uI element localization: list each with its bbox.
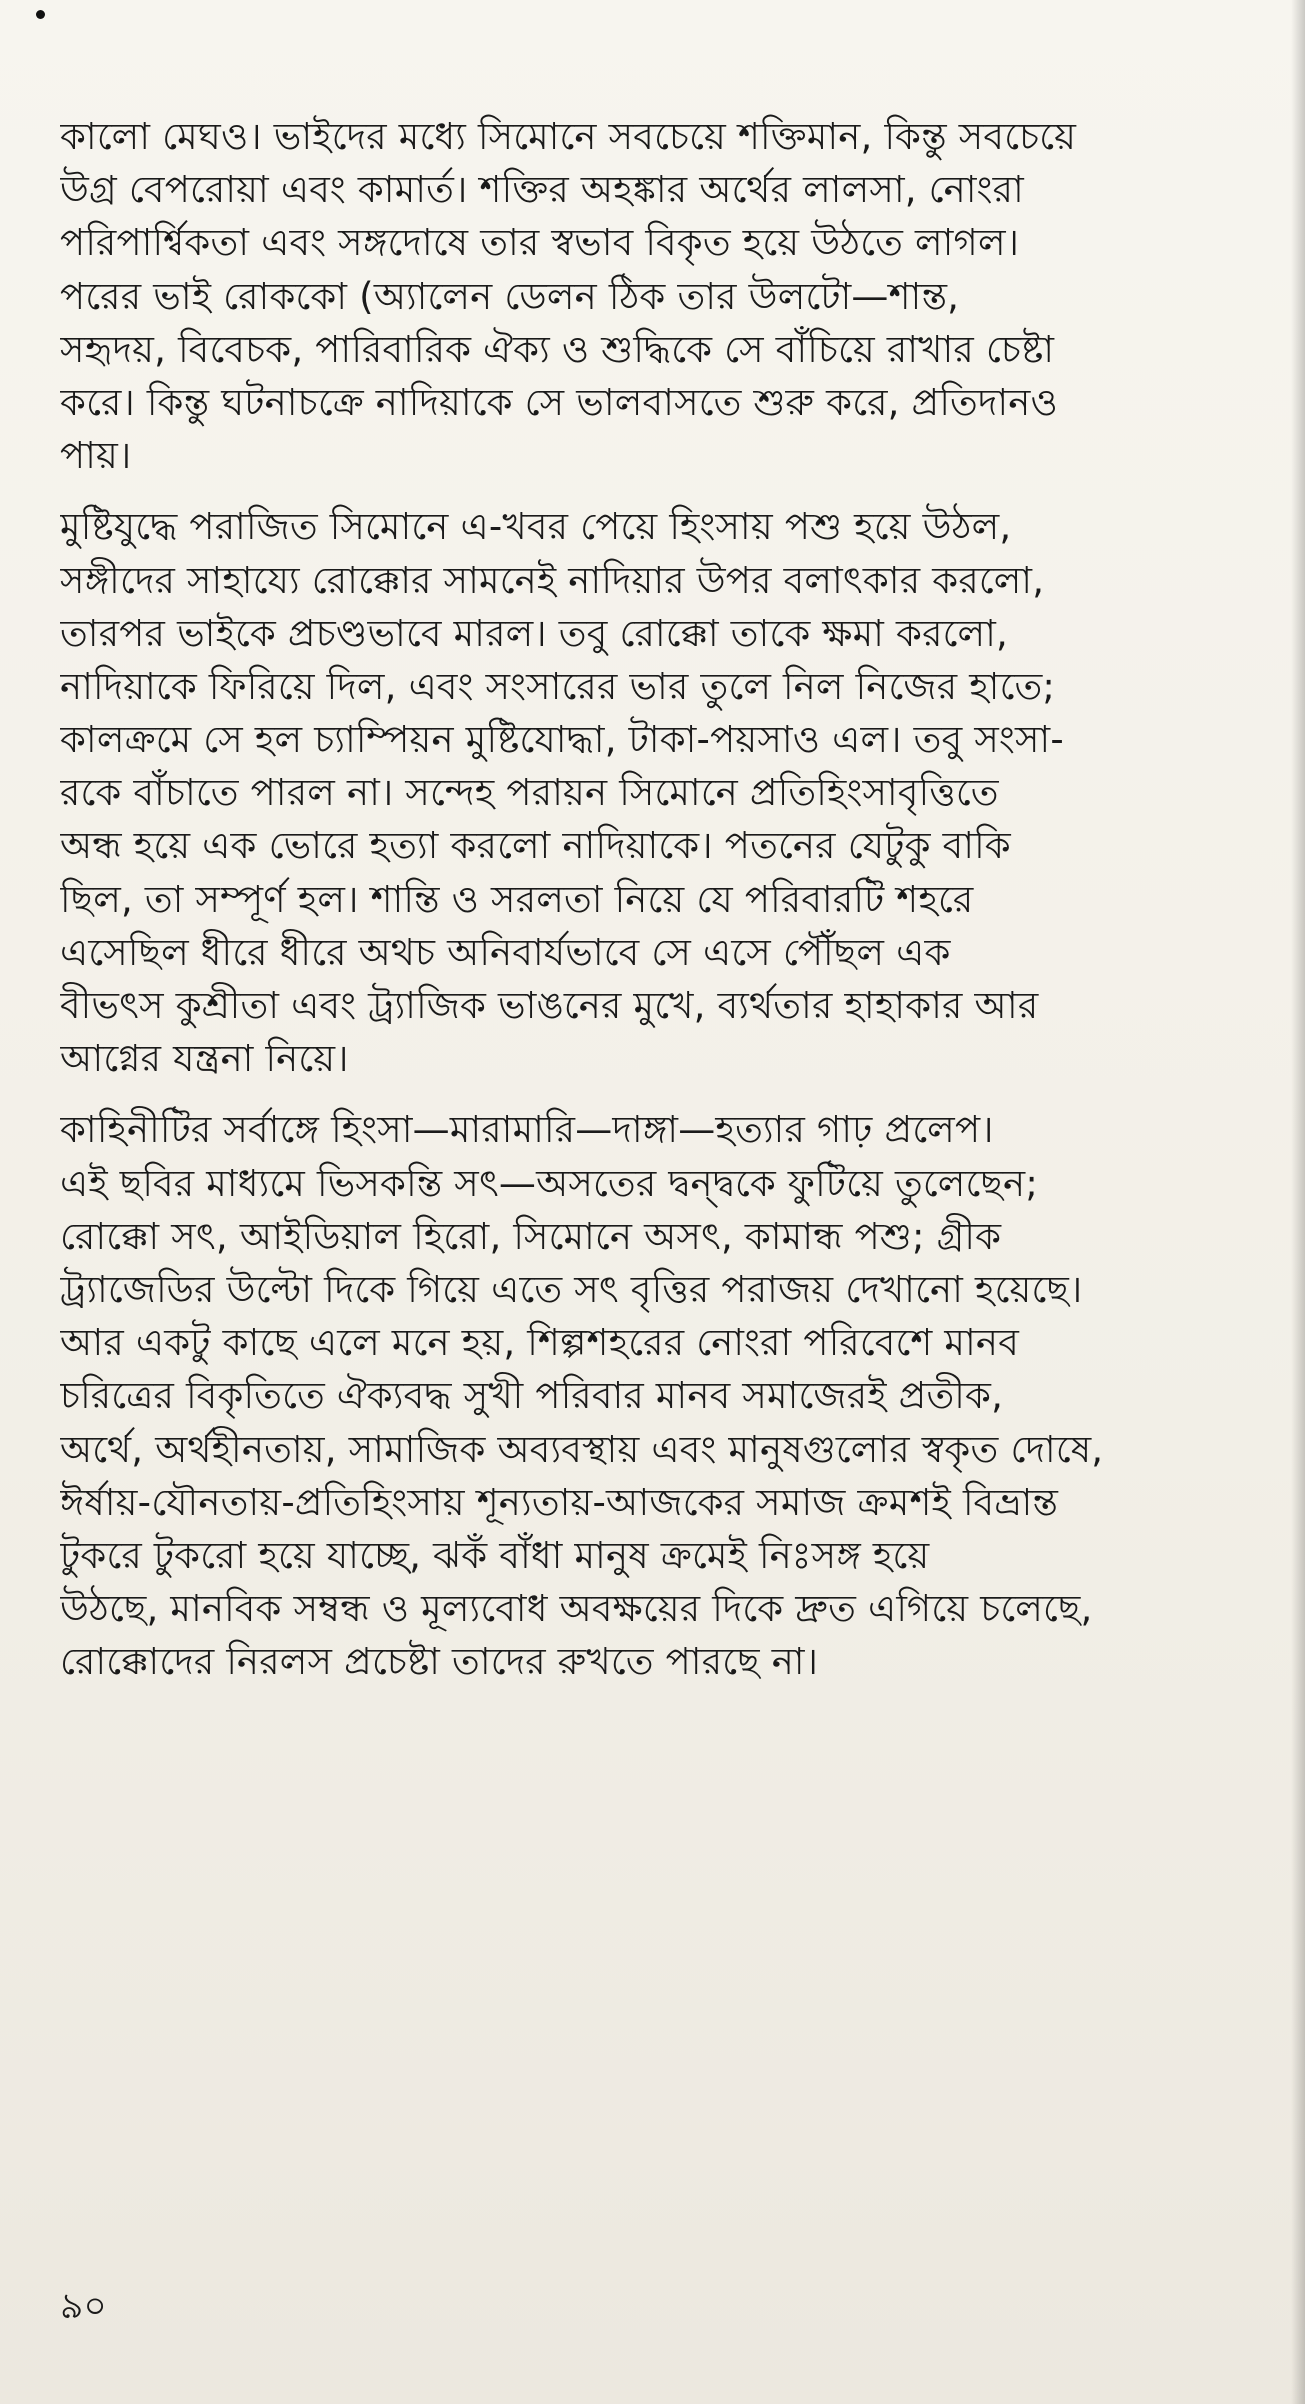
text-line: অর্থে, অর্থহীনতায়, সামাজিক অব্যবস্থায় এবং মানুষগুলোর স্বকৃত দোষে,	[60, 1427, 1104, 1471]
text-line: রোক্কোদের নিরলস প্রচেষ্টা তাদের রুখতে পারছে না।	[60, 1640, 819, 1684]
text-line: এই ছবির মাধ্যমে ভিসকন্তি সৎ—অসতের দ্বন্দ্বকে ফুটিয়ে তুলেছেন;	[60, 1161, 1038, 1205]
text-line: করে। কিন্তু ঘটনাচক্রে নাদিয়াকে সে ভালবাসতে শুরু করে, প্রতিদানও	[60, 380, 1058, 424]
text-line: অন্ধ হয়ে এক ভোরে হত্যা করলো নাদিয়াকে। পতনের যেটুকু বাকি	[60, 824, 1011, 868]
page-number: ৯০	[60, 2286, 107, 2327]
paragraph-1	[60, 110, 1260, 482]
text-line: তারপর ভাইকে প্রচণ্ডভাবে মারল। তবু রোক্কো তাকে ক্ষমা করলো,	[60, 611, 1008, 655]
text-line: পরিপার্শ্বিকতা এবং সঙ্গদোষে তার স্বভাব বিকৃত হয়ে উঠতে লাগল।	[60, 221, 1020, 265]
text-line: সঙ্গীদের সাহায্যে রোক্কোর সামনেই নাদিয়ার উপর বলাৎকার করলো,	[60, 558, 1045, 602]
text-line: রোক্কো সৎ, আইডিয়াল হিরো, সিমোনে অসৎ, কামান্ধ পশু; গ্রীক	[60, 1214, 1002, 1258]
text-line: পরের ভাই রোককো (অ্যালেন ডেলন ঠিক তার উলটো—শান্ত,	[60, 274, 960, 318]
text-line: টুকরে টুকরো হয়ে যাচ্ছে, ঝকঁ বাঁধা মানুষ ক্রমেই নিঃসঙ্গ হয়ে	[60, 1533, 930, 1577]
paragraph-2	[60, 500, 1260, 1085]
text-line: রকে বাঁচাতে পারল না। সন্দেহ পরায়ন সিমোনে প্রতিহিংসাবৃত্তিতে	[60, 771, 999, 815]
text-line: সহৃদয়, বিবেচক, পারিবারিক ঐক্য ও শুদ্ধিকে সে বাঁচিয়ে রাখার চেষ্টা	[60, 327, 1055, 371]
ink-dot	[36, 10, 45, 19]
text-line: এসেছিল ধীরে ধীরে অথচ অনিবার্যভাবে সে এসে পৌঁছল এক	[60, 930, 951, 974]
text-line: কাহিনীটির সর্বাঙ্গে হিংসা—মারামারি—দাঙ্গা—হত্যার গাঢ় প্রলেপ।	[60, 1108, 994, 1152]
text-line: পায়।	[60, 434, 132, 478]
text-line: নাদিয়াকে ফিরিয়ে দিল, এবং সংসারের ভার তুলে নিল নিজের হাতে;	[60, 664, 1056, 708]
text-line: কালো মেঘও। ভাইদের মধ্যে সিমোনে সবচেয়ে শক্তিমান, কিন্তু সবচেয়ে	[60, 115, 1077, 158]
text-line: ট্র্যাজেডির উল্টো দিকে গিয়ে এতে সৎ বৃত্তির পরাজয় দেখানো হয়েছে।	[60, 1267, 1083, 1311]
text-line: চরিত্রের বিকৃতিতে ঐক্যবদ্ধ সুখী পরিবার মানব সমাজেরই প্রতীক,	[60, 1374, 1004, 1418]
text-line: উগ্র বেপরোয়া এবং কামার্ত। শক্তির অহঙ্কার অর্থের লালসা, নোংরা	[60, 168, 1024, 212]
page-body	[60, 110, 1260, 1706]
page-edge-shadow	[1291, 0, 1305, 2404]
text-line: আর একটু কাছে এলে মনে হয়, শিল্পশহরের নোংরা পরিবেশে মানব	[60, 1321, 1019, 1365]
text-line: মুষ্টিযুদ্ধে পরাজিত সিমোনে এ-খবর পেয়ে হিংসায় পশু হয়ে উঠল,	[60, 505, 1012, 549]
text-line: ঈর্ষায়-যৌনতায়-প্রতিহিংসায় শূন্যতায়-আজকের সমাজ ক্রমশই বিভ্রান্ত	[60, 1480, 1059, 1524]
text-line: আগ্নের যন্ত্রনা নিয়ে।	[60, 1037, 349, 1081]
text-line: বীভৎস কুশ্রীতা এবং ট্র্যাজিক ভাঙনের মুখে, ব্যর্থতার হাহাকার আর	[60, 984, 1039, 1027]
text-line: উঠছে, মানবিক সম্বন্ধ ও মূল্যবোধ অবক্ষয়ের দিকে দ্রুত এগিয়ে চলেছে,	[60, 1587, 1093, 1631]
paragraph-3	[60, 1103, 1260, 1688]
text-line: কালক্রমে সে হল চ্যাম্পিয়ন মুষ্টিযোদ্ধা, টাকা-পয়সাও এল। তবু সংসা-	[60, 718, 1064, 762]
text-line: ছিল, তা সম্পূর্ণ হল। শান্তি ও সরলতা নিয়ে যে পরিবারটি শহরে	[60, 877, 974, 921]
